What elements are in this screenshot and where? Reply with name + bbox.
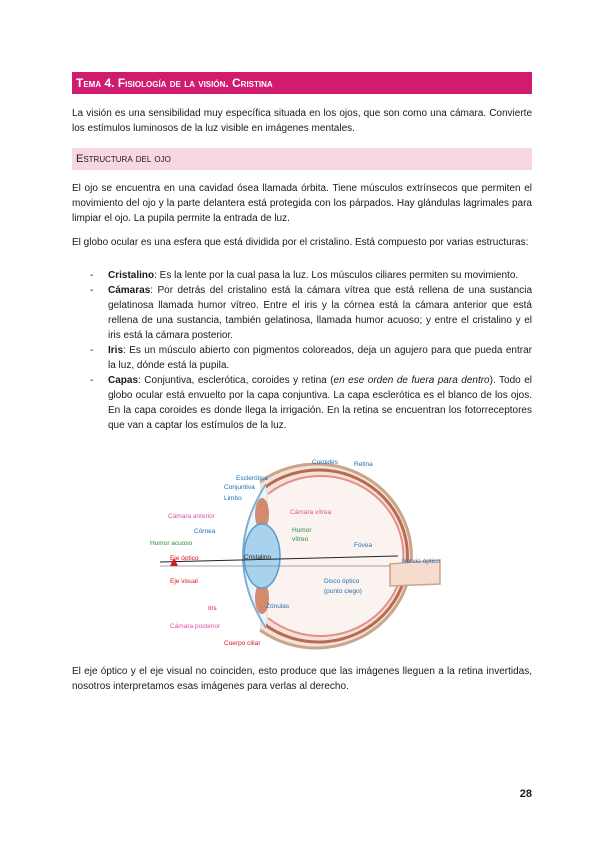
paragraph-globo-ocular: El globo ocular es una esfera que está dividida por el cristalino. Está compuesto por varias estructuras: xyxy=(72,237,529,248)
label-humor-vitreo-2: vítreo xyxy=(292,536,309,543)
term-cristalino: Cristalino xyxy=(108,270,155,281)
list-item: - Capas: Conjuntiva, esclerótica, coroides y retina (en ese orden de fuera para dentro). Todo el globo ocular está envuelto por la capa conjuntiva. La capa esclerótica es el blanco de los ojos. En la capa coroides es donde llega la irrigación. En la retina se encuentran los fotorreceptores que van a captar los estímulos de la luz. xyxy=(90,375,533,431)
label-camara-posterior: Cámara posterior xyxy=(170,623,221,630)
paragraph-orbita: El ojo se encuentra en una cavidad ósea llamada órbita. Tiene músculos extrínsecos que permiten el movimiento del ojo y la parte delantera está protegida con los párpados. Hay glándulas lagrimales para limpiar el ojo. La pupila permite la entrada de luz. xyxy=(72,183,532,224)
structures-list xyxy=(90,268,532,433)
label-conjuntiva: Conjuntiva xyxy=(224,484,255,491)
label-cristalino: Cristalino xyxy=(244,554,272,561)
label-iris: Iris xyxy=(208,605,217,612)
item-text-italic: en ese orden de fuera para dentro xyxy=(333,375,490,386)
label-cuerpo-ciliar: Cuerpo ciliar xyxy=(224,640,261,647)
label-humor-acuoso: Humor acuoso xyxy=(150,540,193,547)
label-camara-anterior: Cámara anterior xyxy=(168,513,215,520)
label-humor-vitreo-1: Humor xyxy=(292,527,312,534)
section-heading: Estructura del ojo xyxy=(72,148,532,170)
intro-paragraph: La visión es una sensibilidad muy específica situada en los ojos, que son como una cámara. Convierte los estímulos luminosos de la luz visible en imágenes mentales. xyxy=(72,108,532,134)
label-camara-vitrea: Cámara vítrea xyxy=(290,509,332,516)
page-title: Tema 4. Fisiología de la visión. Cristina xyxy=(72,72,532,94)
item-text: : Es la lente por la cual pasa la luz. Los músculos ciliares permiten su movimiento. xyxy=(154,270,519,281)
label-retina: Retina xyxy=(354,461,373,468)
label-disco-optico-1: Disco óptico xyxy=(324,578,360,585)
item-text: ). Todo el globo ocular está envuelto por la capa conjuntiva. La capa esclerótica es el blanco de los ojos. En la capa coroides es donde llega la irrigación. En la retina se encuentran los fotorreceptores que van a captar los estímulos de la luz. xyxy=(108,375,533,431)
eye-diagram xyxy=(140,452,460,652)
term-camaras: Cámaras xyxy=(108,285,151,296)
label-zonulas: Zónulas xyxy=(266,603,290,610)
label-esclerotica: Esclerótica xyxy=(236,475,268,482)
label-eje-visual: Eje visual xyxy=(170,578,198,585)
label-fovea: Fóvea xyxy=(354,542,373,549)
list-item: - Iris: Es un músculo abierto con pigmentos coloreados, deja un agujero para que pueda entrar la luz, dónde está la pupila. xyxy=(90,345,532,371)
label-coroides: Coroides xyxy=(312,459,339,466)
list-item: - Cristalino: Es la lente por la cual pasa la luz. Los músculos ciliares permiten su movimiento. xyxy=(90,270,519,281)
label-nervio-optico: Nervio óptico xyxy=(402,558,440,565)
label-cornea: Córnea xyxy=(194,528,216,535)
term-iris: Iris xyxy=(108,345,124,356)
item-text: : Por detrás del cristalino está la cámara vítrea que está rellena de una sustancia gelatinosa llamada humor vítreo. Entre el iris y la córnea está la cámara anterior que está rellena de una sustancia, también gelatinosa, llamada humor acuoso; y entre el cristalino y el iris está la cámara posterior. xyxy=(108,285,532,341)
label-eje-optico: Eje óptico xyxy=(170,555,199,562)
term-capas: Capas xyxy=(108,375,139,386)
page-number: 28 xyxy=(519,788,532,800)
list-item: - Cámaras: Por detrás del cristalino está la cámara vítrea que está rellena de una sustancia gelatinosa llamada humor vítreo. Entre el iris y la córnea está la cámara anterior que está rellena de una sustancia, también gelatinosa, llamada humor acuoso; y entre el cristalino y el iris está la cámara posterior. xyxy=(90,285,532,341)
paragraph-eje-optico: El eje óptico y el eje visual no coinciden, esto produce que las imágenes lleguen a la retina invertidas, nosotros interpretamos esas imágenes para verlas al derecho. xyxy=(72,666,532,692)
item-text: : Conjuntiva, esclerótica, coroides y retina ( xyxy=(138,375,334,386)
item-text: : Es un músculo abierto con pigmentos coloreados, deja un agujero para que pueda entrar la luz, dónde está la pupila. xyxy=(108,345,532,371)
label-disco-optico-2: (punto ciego) xyxy=(324,588,362,595)
label-limbo: Limbo xyxy=(224,495,242,502)
